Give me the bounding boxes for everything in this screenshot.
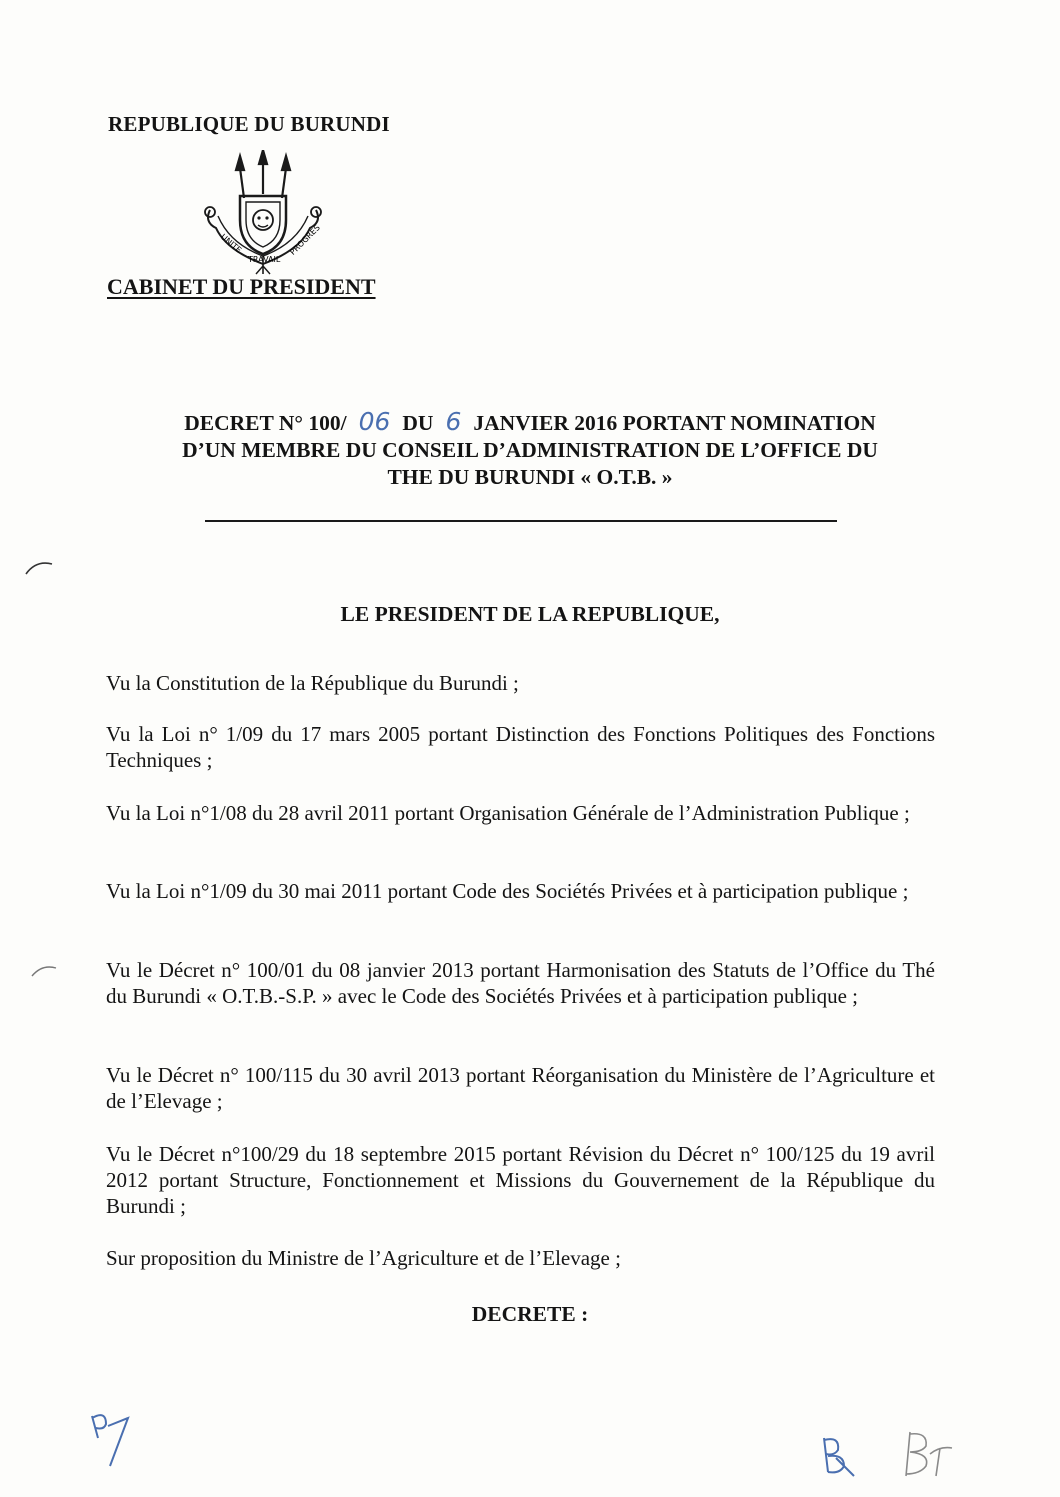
seal-motto-travail: TRAVAIL (248, 255, 281, 264)
consideration-6: Vu le Décret n° 100/115 du 30 avril 2013 portant Réorganisation du Ministère de l’Agriculture et de l’Elevage ; (106, 1063, 935, 1113)
consideration-2: Vu la Loi n° 1/09 du 17 mars 2005 portant Distinction des Fonctions Politiques des Fonctions Techniques ; (106, 722, 935, 772)
consideration-4: Vu la Loi n°1/09 du 30 mai 2011 portant Code des Sociétés Privées et à participation publique ; (106, 879, 909, 903)
consideration-8: Sur proposition du Ministre de l’Agriculture et de l’Elevage ; (106, 1246, 621, 1270)
decree-date-rest: JANVIER 2016 PORTANT NOMINATION (473, 411, 876, 435)
handwritten-day: 6 (445, 407, 462, 436)
consideration-3: Vu la Loi n°1/08 du 28 avril 2011 portant Organisation Générale de l’Administration Publique ; (106, 801, 910, 825)
initials-mark-right-2 (896, 1424, 960, 1484)
initials-mark-right-1 (814, 1428, 864, 1484)
seal-motto-progres: PROGRES (288, 223, 322, 257)
consideration-5: Vu le Décret n° 100/01 du 08 janvier 2013 portant Harmonisation des Statuts de l’Office du Thé du Burundi « O.T.B.-S.P. » avec le Code des Sociétés Privées et à participation publique ; (106, 958, 935, 1008)
margin-pen-mark-middle (28, 958, 64, 982)
decree-title-line-2: D’UN MEMBRE DU CONSEIL D’ADMINISTRATION DE L’OFFICE DU (182, 438, 878, 462)
consideration-7: Vu le Décret n°100/29 du 18 septembre 2015 portant Révision du Décret n° 100/125 du 19 avril 2012 portant Structure, Fonctionnement et Missions du Gouvernement de la République du Burundi ; (106, 1142, 935, 1218)
decree-title (80, 408, 980, 491)
decree-title-line-3: THE DU BURUNDI « O.T.B. » (387, 465, 673, 489)
decree-du: DU (402, 411, 434, 435)
seal-motto-unite: UNITE (218, 232, 244, 255)
consideration-1: Vu la Constitution de la République du Burundi ; (106, 671, 519, 695)
decree-number-prefix: DECRET N° 100/ (184, 411, 347, 435)
decree-title-line-1 (80, 408, 980, 437)
cabinet-header: CABINET DU PRESIDENT (107, 274, 376, 299)
decrete-heading: DECRETE : (471, 1302, 589, 1326)
handwritten-decree-number: 06 (358, 407, 391, 436)
title-divider (205, 520, 837, 522)
initials-mark-left (84, 1408, 144, 1478)
republic-header: REPUBLIQUE DU BURUNDI (108, 112, 390, 136)
coat-of-arms-seal (196, 150, 330, 278)
president-heading: LE PRESIDENT DE LA REPUBLIQUE, (340, 602, 720, 626)
margin-pen-mark-top (22, 556, 58, 580)
